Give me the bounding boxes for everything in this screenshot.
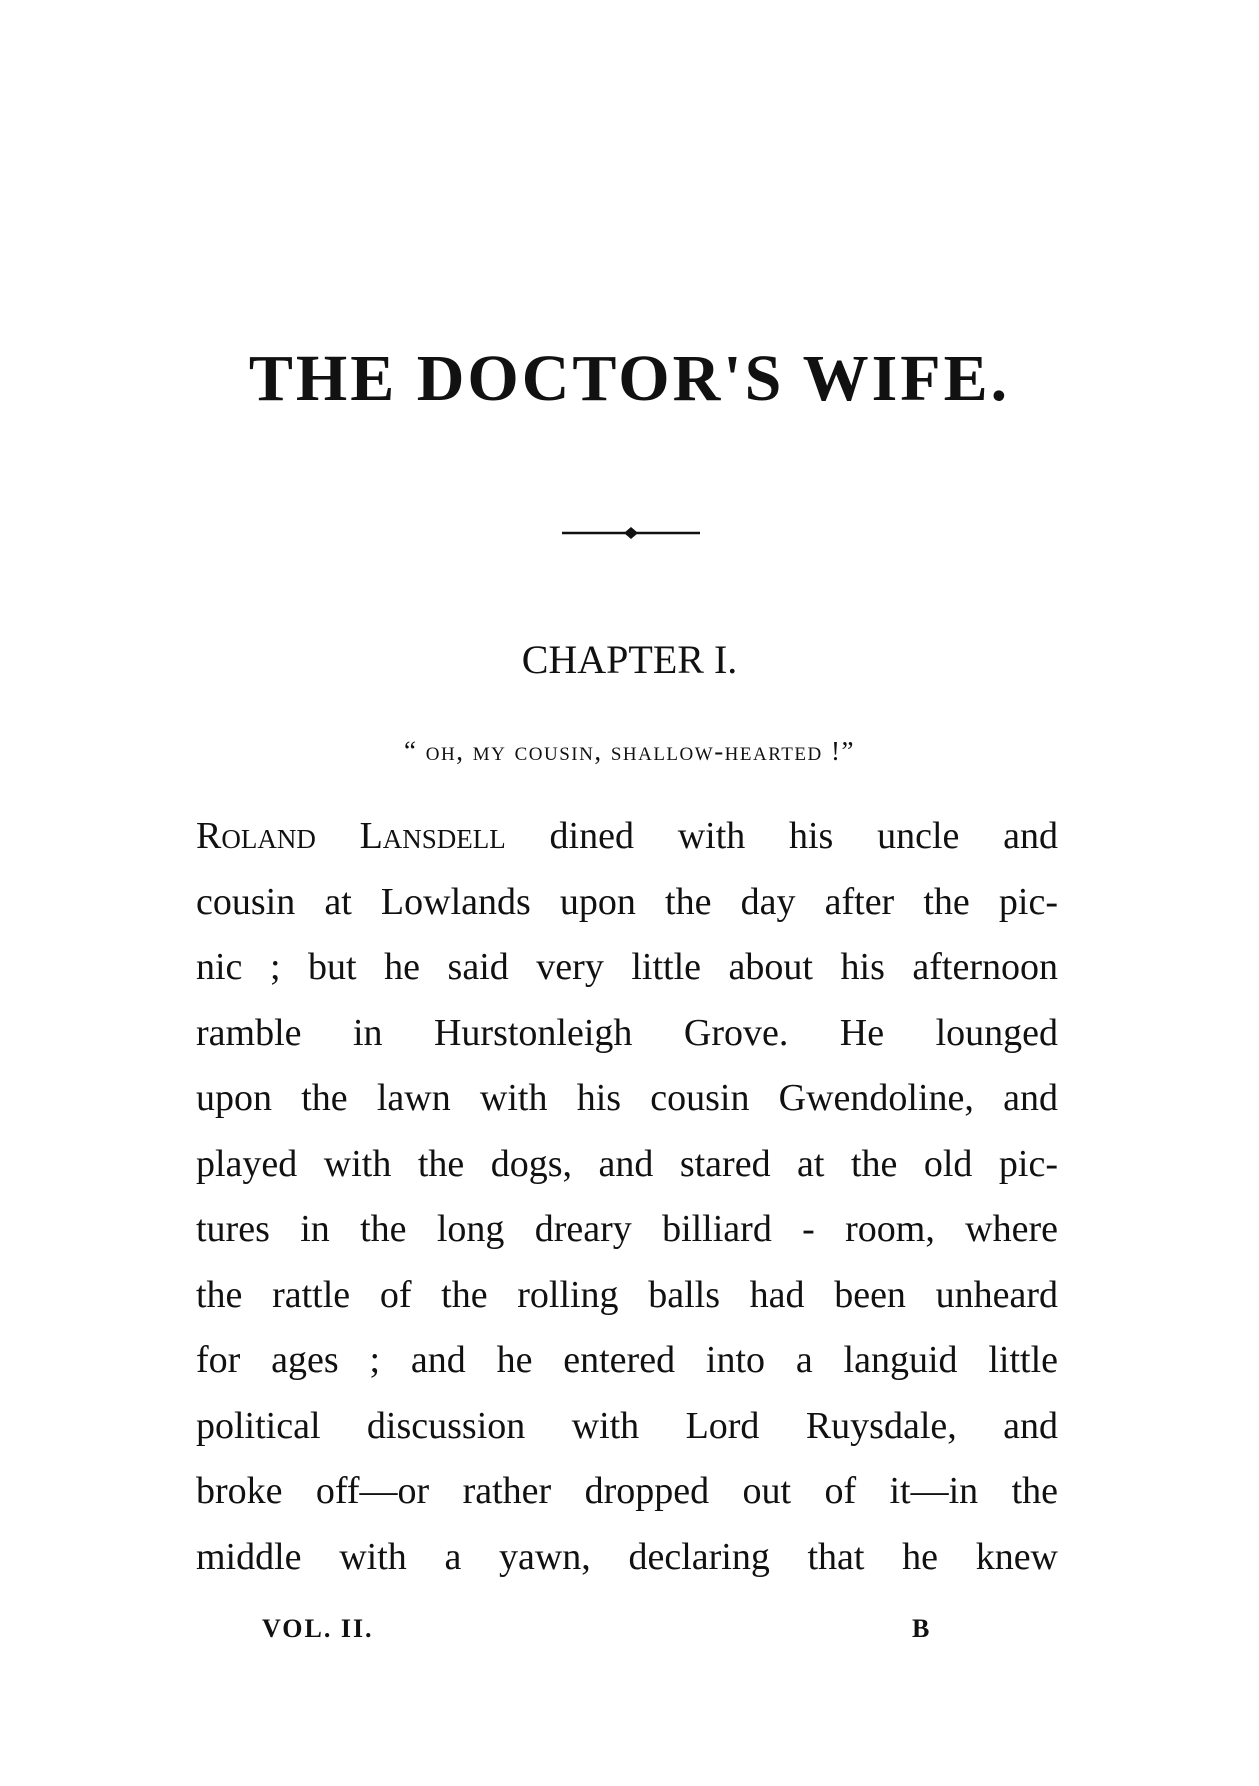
text-line: Roland Lansdell dined with his uncle and [196, 815, 1058, 857]
ornament-divider-icon [562, 526, 700, 540]
volume-number: VOL. II. [262, 1614, 374, 1643]
chapter-subtitle: “ oh, my cousin, shallow-hearted !” [404, 736, 855, 766]
text-line: cousin at Lowlands upon the day after the pic- [196, 880, 1058, 923]
book-title: THE DOCTOR'S WIFE. [248, 342, 1011, 415]
text-line: broke off—or rather dropped out of it—in the [196, 1470, 1058, 1512]
text-line: political discussion with Lord Ruysdale, and [196, 1404, 1058, 1447]
text-line: middle with a yawn, declaring that he knew [196, 1535, 1058, 1578]
text-line: for ages ; and he entered into a languid little [196, 1339, 1058, 1381]
text-line: played with the dogs, and stared at the old pic- [196, 1142, 1058, 1185]
text-line: ramble in Hurstonleigh Grove. He lounged [196, 1011, 1058, 1054]
opening-name: Roland Lansdell [196, 815, 506, 857]
text-line: tures in the long dreary billiard - room, where [196, 1208, 1058, 1250]
text-line: upon the lawn with his cousin Gwendoline, and [196, 1077, 1058, 1119]
chapter-heading: CHAPTER I. [521, 637, 738, 682]
text-line: the rattle of the rolling balls had been unheard [196, 1273, 1058, 1316]
text-line: nic ; but he said very little about his afternoon [196, 946, 1058, 988]
signature-mark: B [912, 1614, 930, 1643]
body-text [196, 804, 1058, 1590]
